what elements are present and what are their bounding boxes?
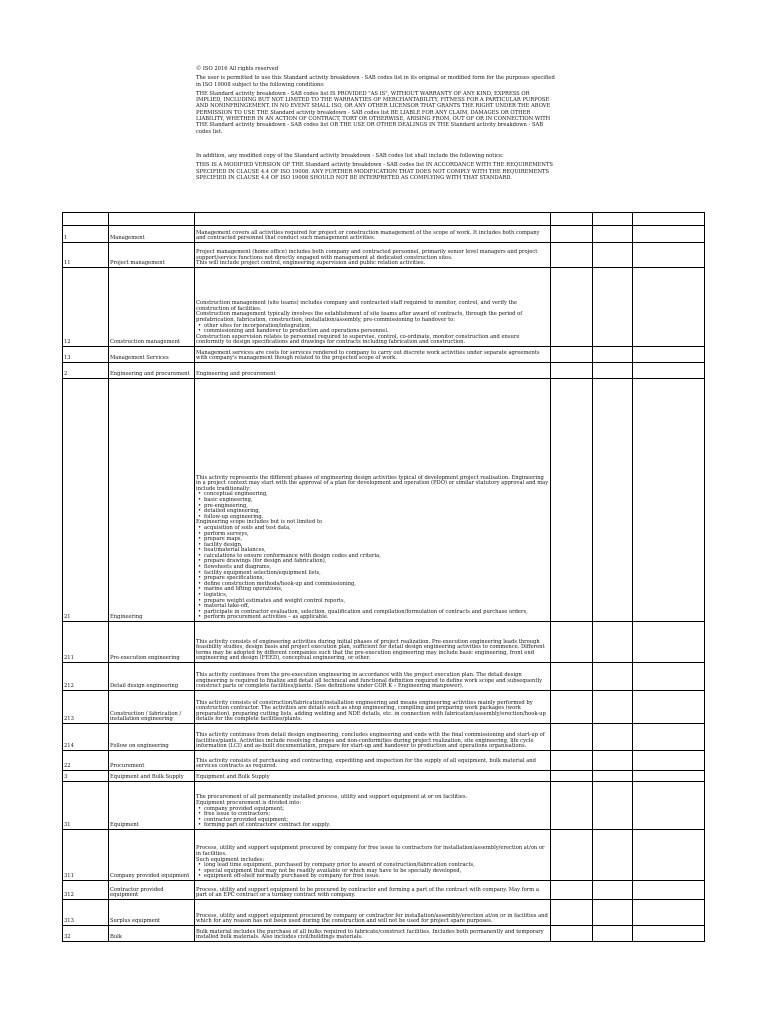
empty-cell bbox=[593, 881, 633, 900]
empty-cell bbox=[551, 691, 593, 724]
description-bullet: • calculations to ensure conformance with design codes and criteria, bbox=[196, 554, 549, 560]
description-line: Construction supervision relates to personnel required to supervise, control, co-ordinate, monitor construction and ensure conformity to design specifications and drawings for contracts including fabrication and construction. bbox=[196, 333, 520, 346]
description-line: Equipment and Bulk Supply bbox=[196, 774, 270, 781]
activity-name: Surplus equipment bbox=[109, 900, 195, 926]
description-line: This activity represents the different phases of engineering design activities typical of development project realisation. Engineering in a project context may start with the approval of a plan for development and operation (PDO) or similar statutory approval and may include traditionally: bbox=[196, 474, 549, 492]
description-line: Process, utility and support equipment procured by company for free issue to contractors for installation/assembly/erection at/on or in facilities. bbox=[196, 845, 545, 858]
description-bullet: • basic engineering, bbox=[196, 498, 549, 504]
activity-name: Construction management bbox=[109, 268, 195, 347]
copyright-line: © ISO 2016 All rights reserved bbox=[196, 66, 279, 72]
table-row bbox=[63, 363, 705, 379]
activity-description bbox=[195, 243, 551, 268]
empty-cell bbox=[633, 881, 705, 900]
activity-code: 32 bbox=[63, 926, 109, 942]
activity-name: Equipment and Bulk Supply bbox=[109, 771, 195, 782]
table-row bbox=[63, 926, 705, 942]
activity-code: 21 bbox=[63, 379, 109, 622]
description-bullet: • prepare drawings (for design and fabrication), bbox=[196, 559, 549, 565]
empty-cell bbox=[593, 926, 633, 942]
table-row bbox=[63, 347, 705, 363]
description-bullet: • long lead time equipment, purchased by company prior to award of construction/fabrication contracts, bbox=[196, 863, 549, 869]
description-bullet: • free issue to contractors; bbox=[196, 812, 549, 818]
sab-codes-table bbox=[62, 212, 705, 942]
empty-cell bbox=[633, 900, 705, 926]
description-line: The procurement of all permanently installed process, utility and support equipment at or on facilities. bbox=[196, 794, 468, 801]
description-line: This activity consists of construction/fabrication/installation engineering and means engineering activities mainly performed by construction contractor. The activities are details such as shop engineering, compiling and preparing work packages (work preparation), preparing cutting lists, adding welding and NDE details, etc. in connection with fabrication/assembly/erection/hook-up details for the complete facilities/plants. bbox=[196, 699, 546, 723]
activity-description bbox=[195, 363, 551, 379]
empty-cell bbox=[633, 691, 705, 724]
activity-name: Company provided equipment bbox=[109, 830, 195, 881]
activity-code: 313 bbox=[63, 900, 109, 926]
description-bullet: • facility equipment selection/equipment lists, bbox=[196, 571, 549, 577]
activity-name: Detail design engineering bbox=[109, 663, 195, 691]
empty-cell bbox=[633, 347, 705, 363]
table-row bbox=[63, 751, 705, 771]
empty-cell bbox=[633, 724, 705, 751]
table-row bbox=[63, 213, 705, 226]
activity-code: 311 bbox=[63, 830, 109, 881]
empty-cell bbox=[551, 663, 593, 691]
table-row bbox=[63, 724, 705, 751]
description-bullet: • detailed engineering, bbox=[196, 509, 549, 515]
description-bullet: • logistics, bbox=[196, 593, 549, 599]
empty-cell bbox=[593, 830, 633, 881]
activity-code: 13 bbox=[63, 347, 109, 363]
permission-text: The user is permitted to use this Standard activity breakdown - SAB codes list in its original or modified form for the purposes specified in ISO 19008 subject to the following conditions: bbox=[196, 75, 555, 88]
activity-name: Procurement bbox=[109, 751, 195, 771]
empty-cell bbox=[593, 691, 633, 724]
empty-cell bbox=[633, 926, 705, 942]
table-row bbox=[63, 782, 705, 830]
activity-code: 212 bbox=[63, 663, 109, 691]
activity-name: Engineering and procurement bbox=[109, 363, 195, 379]
empty-cell bbox=[633, 379, 705, 622]
empty-cell bbox=[633, 771, 705, 782]
description-bullet: • facility design, bbox=[196, 543, 549, 549]
description-bullet: • material take-off, bbox=[196, 604, 549, 610]
activity-code: 2 bbox=[63, 363, 109, 379]
activity-name: Bulk bbox=[109, 926, 195, 942]
empty-cell bbox=[593, 213, 633, 226]
activity-description bbox=[195, 691, 551, 724]
empty-cell bbox=[593, 782, 633, 830]
description-bullet: • acquisition of soils and test data, bbox=[196, 526, 549, 532]
description-bullet: • follow-up engineering. bbox=[196, 515, 549, 521]
activity-description bbox=[195, 900, 551, 926]
activity-code: 211 bbox=[63, 622, 109, 663]
empty-cell bbox=[593, 347, 633, 363]
empty-cell bbox=[551, 363, 593, 379]
activity-code: 213 bbox=[63, 691, 109, 724]
empty-cell bbox=[593, 900, 633, 926]
empty-cell bbox=[633, 213, 705, 226]
table-row bbox=[63, 622, 705, 663]
description-bullet: • participate in contractor evaluation, selection, qualification and compilation/formulation of contracts and purchase orders, bbox=[196, 610, 549, 616]
description-line: Equipment procurement is divided into: bbox=[196, 800, 302, 807]
table-row bbox=[63, 663, 705, 691]
empty-cell bbox=[593, 226, 633, 243]
description-line: This activity continues from the pre-execution engineering in accordance with the project execution plan. The detail design engineering is required to finalize and detail all technical and functional definition required to define work scope and subsequently construct parts or complete facilities/plants. (See definitions under COR K – Engineering manpower). bbox=[196, 672, 543, 690]
activity-description bbox=[195, 926, 551, 942]
activity-description bbox=[195, 268, 551, 347]
activity-code: 11 bbox=[63, 243, 109, 268]
empty-cell bbox=[633, 268, 705, 347]
description-line: This activity consists of purchasing and contracting, expediting and inspection for the supply of all equipment, bulk material and services contracts as required. bbox=[196, 757, 536, 770]
empty-cell bbox=[633, 751, 705, 771]
description-bullet: • define construction methods/hook-up and commissioning, bbox=[196, 582, 549, 588]
activity-description bbox=[195, 622, 551, 663]
table-row bbox=[63, 881, 705, 900]
activity-description bbox=[195, 347, 551, 363]
description-bullet: • prepare specifications, bbox=[196, 576, 549, 582]
description-line: Process, utility and support equipment to be procured by contractor and forming a part of the contract with company. May form a part of an EPC contract or a turnkey contract with company. bbox=[196, 886, 539, 899]
description-bullet: • company provided equipment; bbox=[196, 807, 549, 813]
modified-version-notice: THIS IS A MODIFIED VERSION OF THE Standard activity breakdown - SAB codes list IN ACCORDANCE WITH THE REQUIREMENTS SPECIFIED IN CLAUSE 4.4 OF ISO 19008. ANY FURTHER MODIFICATION THAT DOES NOT COMPLY WITH THE REQUIREMENTS SPECIFIED IN CLAUSE 4.4 OF ISO 19008 SHOULD NOT BE INTERPRETED AS COMPLYING WITH THAT STANDARD. bbox=[196, 162, 553, 181]
activity-description bbox=[195, 830, 551, 881]
activity-code: 12 bbox=[63, 268, 109, 347]
activity-code: 312 bbox=[63, 881, 109, 900]
description-line: Construction management (site teams) includes company and contracted staff required to monitor, control, and verify the construction of facilities. bbox=[196, 300, 518, 312]
activity-code: 22 bbox=[63, 751, 109, 771]
description-line: Construction management typically involves the establishment of site teams after award of contracts, through the period of prefabrication, fabrication, construction, installation/assembly, pre-commissioning to handover to: bbox=[196, 311, 523, 324]
table-row bbox=[63, 268, 705, 347]
empty-cell bbox=[551, 226, 593, 243]
empty-cell bbox=[593, 663, 633, 691]
activity-name: Construction / fabrication / installation engineering bbox=[109, 691, 195, 724]
activity-code: 1 bbox=[63, 226, 109, 243]
empty-cell bbox=[633, 622, 705, 663]
activity-description bbox=[195, 379, 551, 622]
activity-description bbox=[195, 226, 551, 243]
warranty-disclaimer: THE Standard activity breakdown - SAB codes list IS PROVIDED "AS IS", WITHOUT WARRANTY OF ANY KIND, EXPRESS OR IMPLIED, INCLUDING BUT NOT LIMITED TO THE WARRANTIES OF MERCHANTABILITY, FITNESS FOR A PARTICULAR PURPOSE AND NONINFRINGEMENT. IN NO EVENT SHALL ISO, OR ANY OTHER LICENSOR THAT GRANTS THE RIGHT UNDER THE ABOVE PERMISSION TO USE THE Standard activity breakdown - SAB codes list BE LIABLE FOR ANY CLAIM, DAMAGES OR OTHER LIABILITY, WHETHER IN AN ACTION OF CONTRACT, TORT OR OTHERWISE, ARISING FROM, OUT OF OR IN CONNECTION WITH THE Standard activity breakdown - SAB codes list OR THE USE OR OTHER DEALINGS IN THE Standard activity breakdown - SAB codes list. bbox=[196, 90, 551, 135]
description-line: This will include project control, engineering supervision and public relation activities. bbox=[196, 260, 426, 267]
activity-description bbox=[195, 782, 551, 830]
activity-code: 214 bbox=[63, 724, 109, 751]
description-bullet: • commissioning and handover to production and operations personnel. bbox=[196, 329, 549, 335]
activity-name: Pre-execution engineering bbox=[109, 622, 195, 663]
activity-description bbox=[195, 213, 551, 226]
description-bullet: • special equipment that may not be readily available or which may have to be specially developed, bbox=[196, 869, 549, 875]
description-bullet: • conceptual engineering, bbox=[196, 492, 549, 498]
description-line: Bulk material includes the purchase of all bulks required to fabricate/construct facilities. Includes both permanently and temporary installed bulk materials. Also includes civil/buildings materials. bbox=[196, 928, 544, 941]
description-bullet: • perform surveys, bbox=[196, 532, 549, 538]
empty-cell bbox=[551, 881, 593, 900]
table-row bbox=[63, 243, 705, 268]
description-bullet: • prepare maps, bbox=[196, 537, 549, 543]
activity-code: 31 bbox=[63, 782, 109, 830]
description-line: Project management (home office) includes both company and contracted personnel, primarily senior level managers and project support/service functions not directly engaged with management at dedicated construction sites. bbox=[196, 249, 538, 261]
modified-copy-notice-intro: In addition, any modified copy of the Standard activity breakdown - SAB codes list shall include the following notice: bbox=[196, 152, 504, 159]
table-row bbox=[63, 226, 705, 243]
activity-description bbox=[195, 771, 551, 782]
activity-description bbox=[195, 663, 551, 691]
activity-description bbox=[195, 881, 551, 900]
description-line: Such equipment includes: bbox=[196, 856, 265, 863]
empty-cell bbox=[551, 771, 593, 782]
empty-cell bbox=[593, 622, 633, 663]
license-preamble bbox=[196, 66, 556, 184]
activity-name: Management Services bbox=[109, 347, 195, 363]
empty-cell bbox=[551, 622, 593, 663]
description-bullet: • marine and lifting operations, bbox=[196, 587, 549, 593]
activity-name: Contractor provided equipment bbox=[109, 881, 195, 900]
description-bullet: • equipment off-shelf normally purchased by company for free issue. bbox=[196, 874, 549, 880]
empty-cell bbox=[551, 926, 593, 942]
empty-cell bbox=[551, 347, 593, 363]
activity-name: Engineering bbox=[109, 379, 195, 622]
empty-cell bbox=[551, 830, 593, 881]
sab-codes-body bbox=[63, 213, 705, 942]
description-line: Process, utility and support equipment procured by company or contractor for installation/assembly/erection at/on or in facilities and which for any reason has not been used during the construction and will not be used for project spare purposes. bbox=[196, 912, 548, 925]
description-bullet: • heat/material balances, bbox=[196, 548, 549, 554]
activity-name: Project management bbox=[109, 243, 195, 268]
empty-cell bbox=[593, 268, 633, 347]
empty-cell bbox=[633, 830, 705, 881]
table-row bbox=[63, 379, 705, 622]
activity-code bbox=[63, 213, 109, 226]
empty-cell bbox=[593, 724, 633, 751]
description-bullet: • other sites for incorporation/integration, bbox=[196, 324, 549, 330]
description-bullet: • flowsheets and diagrams, bbox=[196, 565, 549, 571]
activity-name: Follow on engineering bbox=[109, 724, 195, 751]
empty-cell bbox=[551, 782, 593, 830]
empty-cell bbox=[593, 751, 633, 771]
empty-cell bbox=[551, 379, 593, 622]
activity-name bbox=[109, 213, 195, 226]
description-line: Engineering scope includes but is not limited to bbox=[196, 519, 323, 526]
empty-cell bbox=[633, 243, 705, 268]
empty-cell bbox=[593, 379, 633, 622]
empty-cell bbox=[551, 213, 593, 226]
empty-cell bbox=[551, 751, 593, 771]
table-row bbox=[63, 830, 705, 881]
description-bullet: • forming part of contractors' contract for supply. bbox=[196, 823, 549, 829]
activity-name: Equipment bbox=[109, 782, 195, 830]
empty-cell bbox=[593, 771, 633, 782]
empty-cell bbox=[633, 226, 705, 243]
description-bullet: • contractor provided equipment; bbox=[196, 818, 549, 824]
empty-cell bbox=[593, 363, 633, 379]
description-line: Management services are costs for services rendered to company to carry out discrete work activities under separate agreements with company's management though related to the projected scope of work. bbox=[196, 349, 540, 362]
empty-cell bbox=[551, 243, 593, 268]
table-row bbox=[63, 900, 705, 926]
empty-cell bbox=[633, 782, 705, 830]
description-line: Management covers all activities required for project or construction management of the scope of work. It includes both company and contracted personnel that conduct such management activities. bbox=[196, 229, 540, 242]
description-bullet: • prepare weight estimates and weight control reports, bbox=[196, 599, 549, 605]
empty-cell bbox=[551, 900, 593, 926]
table-row bbox=[63, 771, 705, 782]
empty-cell bbox=[633, 363, 705, 379]
activity-name: Management bbox=[109, 226, 195, 243]
empty-cell bbox=[551, 268, 593, 347]
description-line: Engineering and procurement bbox=[196, 371, 276, 378]
empty-cell bbox=[551, 724, 593, 751]
activity-code: 3 bbox=[63, 771, 109, 782]
table-row bbox=[63, 691, 705, 724]
activity-description bbox=[195, 751, 551, 771]
empty-cell bbox=[593, 243, 633, 268]
description-bullet: • perform procurement activities – as applicable. bbox=[196, 615, 549, 621]
description-line: This activity consists of engineering activities during initial phases of project realization. Pre-execution engineering leads through feasibility studies, design basis and project execution plan, sufficient for detail design engineering activities to commence. Different terms may be adopted by different companies such that the pre-execution engineering may include basic engineering, front end engineering and design (FEED), conceptual engineering, or other. bbox=[196, 638, 545, 662]
activity-description bbox=[195, 724, 551, 751]
description-line: This activity continues from detail design engineering, concludes engineering and ends with the final commissioning and start-up of facilities/plants. Activities include resolving changes and non-conformities during project realization, site engineering, life cycle information (LCI) and as-built documentation, prepare for start-up and handover to production and operations organisations. bbox=[196, 732, 545, 750]
empty-cell bbox=[633, 663, 705, 691]
description-bullet: • pre-engineering, bbox=[196, 504, 549, 510]
